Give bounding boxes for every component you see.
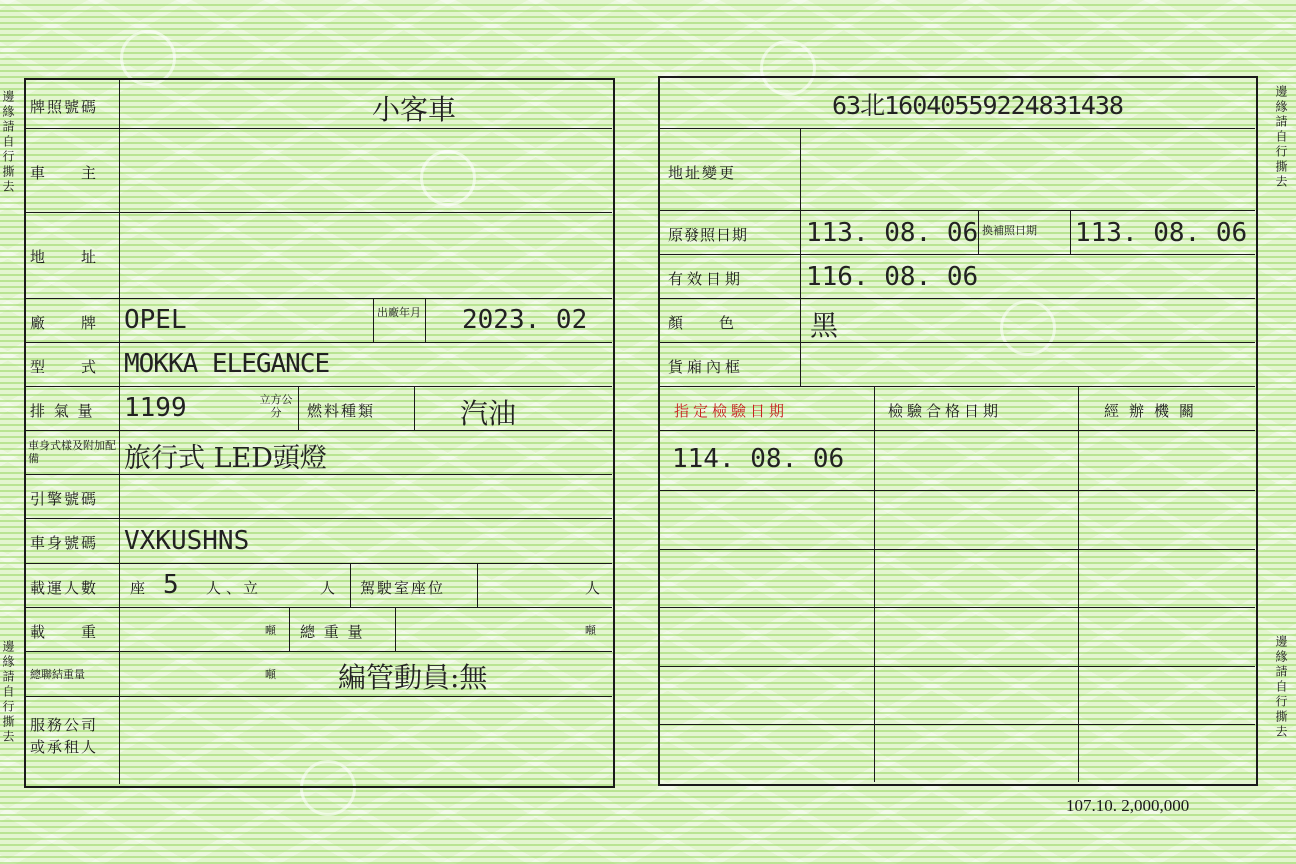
label-stand-unit: 人 bbox=[320, 579, 338, 597]
label-seat-prefix: 座 bbox=[130, 579, 148, 597]
label-stand-mid: 、立 bbox=[226, 579, 261, 597]
print-code: 107.10. 2,000,000 bbox=[1066, 796, 1190, 815]
right-card bbox=[658, 76, 1258, 786]
inspection-date-value: 114. 08. 06 bbox=[672, 444, 845, 474]
label-cargo-box: 貨廂內框 bbox=[668, 358, 745, 376]
label-combined-unit: 噸 bbox=[265, 668, 276, 681]
label-address-change: 地址變更 bbox=[668, 164, 737, 182]
serial-number: 63北16040559224831438 bbox=[832, 91, 1123, 120]
label-gross-weight: 總 重 量 bbox=[300, 623, 365, 641]
label-body-style: 車身式樣及附加配備 bbox=[28, 439, 116, 465]
make-value: OPEL bbox=[124, 305, 187, 335]
label-valid-until: 有效日期 bbox=[668, 270, 745, 288]
color-value: 黑 bbox=[810, 309, 839, 342]
body-style-value: 旅行式 LED頭燈 bbox=[124, 443, 327, 474]
label-gross-unit: 噸 bbox=[585, 624, 596, 637]
body-no-value: VXKUSHNS bbox=[124, 526, 250, 556]
label-cabin-unit: 人 bbox=[585, 579, 603, 597]
label-engine-no: 引擎號碼 bbox=[30, 490, 99, 508]
label-owner: 車 主 bbox=[30, 164, 99, 182]
vehicle-type-value: 小客車 bbox=[372, 93, 457, 126]
label-passengers: 載運人數 bbox=[30, 579, 99, 597]
displacement-value: 1199 bbox=[124, 393, 187, 423]
label-office: 經辦機關 bbox=[1104, 402, 1205, 420]
label-reissue-date: 換補照日期 bbox=[982, 224, 1037, 237]
label-model: 型 式 bbox=[30, 358, 99, 376]
label-displacement: 排 氣 量 bbox=[30, 402, 95, 420]
label-plate-no: 牌照號碼 bbox=[30, 98, 99, 116]
label-make: 廠 牌 bbox=[30, 314, 99, 332]
label-seat-unit: 人 bbox=[206, 579, 224, 597]
mobilization-value: 編管動員:無 bbox=[338, 661, 488, 694]
label-service-company: 服務公司或承租人 bbox=[30, 716, 99, 756]
label-orig-issue-date: 原發照日期 bbox=[668, 226, 749, 244]
label-cabin-seats: 駕駛室座位 bbox=[360, 579, 446, 597]
fuel-type-value: 汽油 bbox=[460, 397, 517, 430]
side-note-right-bottom: 邊緣請自行撕去 bbox=[1274, 635, 1288, 740]
label-passed-date: 檢驗合格日期 bbox=[888, 402, 1003, 420]
valid-until-value: 116. 08. 06 bbox=[806, 262, 979, 292]
reissue-date-value: 113. 08. 06 bbox=[1075, 218, 1248, 248]
label-inspection-date: 指定檢驗日期 bbox=[674, 402, 789, 420]
label-address: 地 址 bbox=[30, 248, 99, 266]
side-note-left-top: 邊緣請自行撕去 bbox=[1, 90, 15, 195]
side-note-left-bottom: 邊緣請自行撕去 bbox=[1, 640, 15, 745]
label-fuel-type: 燃料種類 bbox=[307, 402, 376, 420]
label-load-unit: 噸 bbox=[265, 624, 276, 637]
label-mfg-date: 出廠年月 bbox=[377, 306, 421, 319]
label-displacement-unit: 立方公分 bbox=[259, 393, 293, 419]
label-combined-weight: 總聯結重量 bbox=[30, 668, 85, 681]
left-card bbox=[24, 78, 615, 788]
seats-value: 5 bbox=[163, 570, 179, 600]
label-color: 顏 色 bbox=[668, 314, 737, 332]
model-value: MOKKA ELEGANCE bbox=[124, 349, 330, 379]
side-note-right-top: 邊緣請自行撕去 bbox=[1274, 85, 1288, 190]
mfg-date-value: 2023. 02 bbox=[462, 305, 588, 335]
label-load: 載 重 bbox=[30, 623, 99, 641]
label-body-no: 車身號碼 bbox=[30, 534, 99, 552]
orig-issue-date-value: 113. 08. 06 bbox=[806, 218, 979, 248]
